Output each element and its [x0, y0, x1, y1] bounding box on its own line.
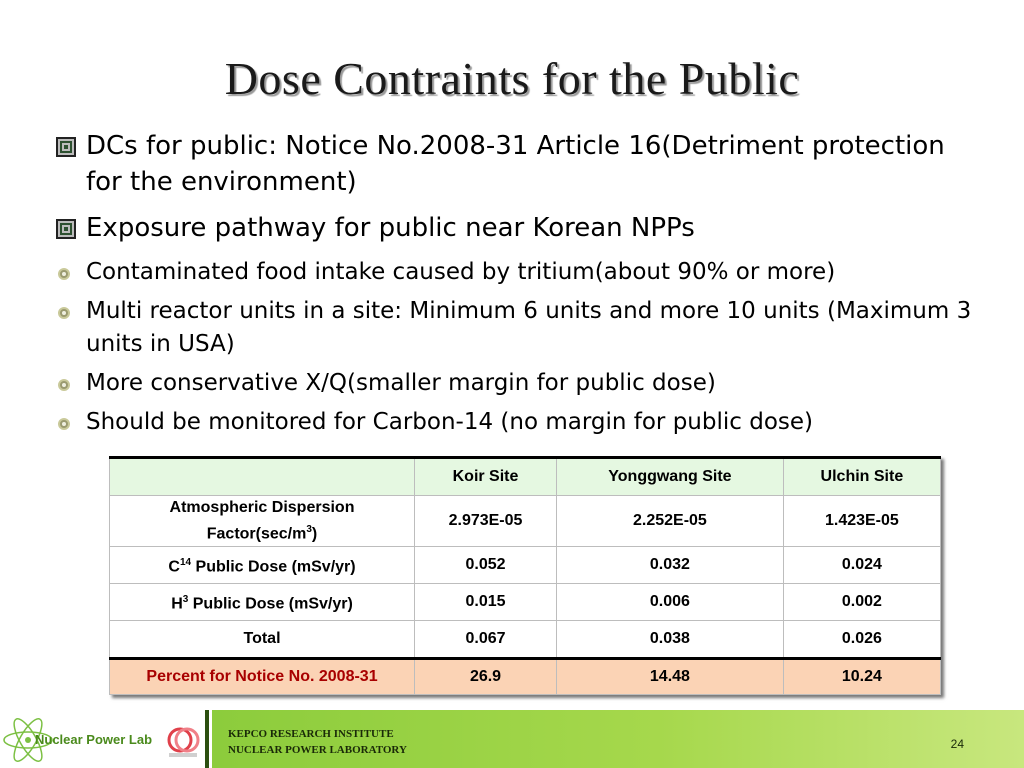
- footer-divider: [205, 710, 209, 768]
- circle-bullet-icon: [58, 307, 70, 319]
- row-label-part: H: [171, 595, 183, 613]
- table-cell: 26.9: [415, 659, 557, 695]
- institute-line: NUCLEAR POWER LABORATORY: [228, 744, 407, 756]
- circle-bullet-icon: [58, 418, 70, 430]
- sub-bullet-item: [56, 256, 986, 289]
- table-row: [110, 496, 941, 547]
- table-cell: 0.002: [783, 584, 940, 621]
- square-bullet-icon: [56, 219, 76, 239]
- bullet-item: [56, 128, 986, 200]
- lab-logo-text: Nuclear Power Lab: [35, 732, 153, 747]
- table-cell: 0.015: [415, 584, 557, 621]
- sub-bullet-item: [56, 295, 986, 361]
- sub-bullet-item: [56, 367, 986, 400]
- superscript: 3: [306, 523, 312, 535]
- footer-logo-area: [0, 710, 205, 768]
- institute-name: [228, 726, 407, 758]
- kepco-logo-icon: [165, 724, 201, 760]
- table-header-cell: Koir Site: [415, 458, 557, 496]
- bullet-text: Should be monitored for Carbon-14 (no margin for public dose): [86, 409, 813, 435]
- table-cell: 0.032: [557, 547, 784, 584]
- institute-line: KEPCO RESEARCH INSTITUTE: [228, 728, 394, 740]
- table-cell: 10.24: [783, 659, 940, 695]
- row-label-line: Factor(sec/m: [206, 525, 307, 543]
- bullet-item: [56, 210, 986, 246]
- superscript: 14: [179, 556, 192, 568]
- bullet-text: More conservative X/Q(smaller margin for public dose): [86, 370, 716, 396]
- table-cell: 0.026: [783, 621, 940, 659]
- table-row-percent: [110, 659, 941, 695]
- superscript: 3: [182, 593, 189, 605]
- table-cell: 2.973E-05: [415, 496, 557, 547]
- table-header-row: [110, 458, 941, 496]
- table-header-cell: [110, 458, 415, 496]
- table-row: [110, 621, 941, 659]
- bullet-text: Multi reactor units in a site: Minimum 6 units and more 10 units (Maximum 3 units in USA): [86, 298, 972, 357]
- row-label: Percent for Notice No. 2008-31: [110, 659, 415, 695]
- bullet-text: Contaminated food intake caused by tritium(about 90% or more): [86, 259, 836, 285]
- bullet-text: Exposure pathway for public near Korean NPPs: [86, 213, 695, 243]
- table-cell: 0.067: [415, 621, 557, 659]
- table-header-cell: Yonggwang Site: [557, 458, 784, 496]
- table-cell: 1.423E-05: [783, 496, 940, 547]
- row-label-line: ): [311, 525, 318, 543]
- table-cell: 0.024: [783, 547, 940, 584]
- row-label: [110, 584, 415, 621]
- bullet-list: [56, 128, 986, 445]
- table-cell: 0.006: [557, 584, 784, 621]
- row-label-line: Atmospheric Dispersion: [169, 498, 355, 516]
- table-row: [110, 547, 941, 584]
- row-label-part: Public Dose (mSv/yr): [188, 595, 353, 613]
- slide-footer: [0, 710, 1024, 768]
- table-cell: 2.252E-05: [557, 496, 784, 547]
- sub-bullet-item: [56, 406, 986, 439]
- row-label-part: Public Dose (mSv/yr): [191, 558, 356, 576]
- circle-bullet-icon: [58, 379, 70, 391]
- row-label-part: C: [168, 558, 180, 576]
- dose-table: [109, 456, 941, 695]
- table-cell: 14.48: [557, 659, 784, 695]
- row-label: Total: [110, 621, 415, 659]
- table-row: [110, 584, 941, 621]
- square-bullet-icon: [56, 137, 76, 157]
- circle-bullet-icon: [58, 268, 70, 280]
- bullet-text: DCs for public: Notice No.2008-31 Article 16(Detriment protection for the environment): [86, 131, 945, 197]
- page-number: 24: [950, 737, 964, 751]
- slide-title: Dose Contraints for the Public: [224, 53, 800, 104]
- footer-band: [212, 710, 1024, 768]
- row-label: [110, 496, 415, 547]
- table-header-cell: Ulchin Site: [783, 458, 940, 496]
- table-cell: 0.038: [557, 621, 784, 659]
- row-label: [110, 547, 415, 584]
- table-cell: 0.052: [415, 547, 557, 584]
